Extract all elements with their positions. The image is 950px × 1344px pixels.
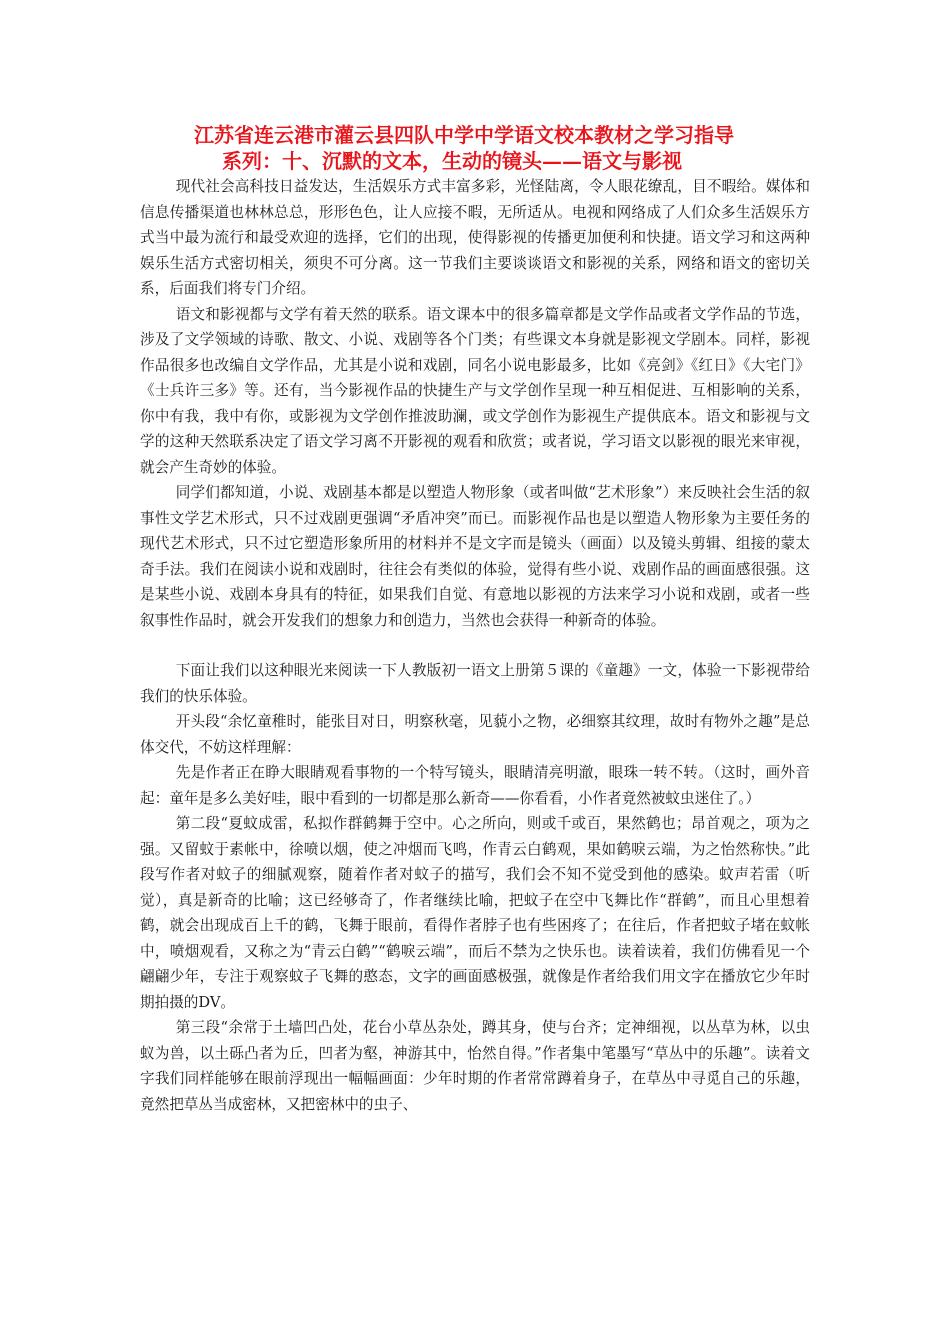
paragraph-opening-section: 开头段“余忆童稚时，能张目对日，明察秋毫，见藐小之物，必细察其纹理，故时有物外之趣”是总体交代，不妨这样理解：	[140, 713, 810, 756]
paragraph-tongqu-intro: 下面让我们以这种眼光来阅读一下人教版初一语文上册第５课的《童趣》一文，体验一下影视带给我们的快乐体验。	[140, 662, 810, 705]
document-body	[140, 174, 810, 1117]
paragraph-third-section: 第三段“余常于土墙凹凸处，花台小草丛杂处，蹲其身，使与台齐；定神细视，以丛草为林，以虫蚁为兽，以土砾凸者为丘，凹者为壑，神游其中，怡然自得。”作者集中笔墨写“草丛中的乐趣”。读着文字我们同样能够在眼前浮现出一幅幅画面：少年时期的作者常常蹲着身子，在草丛中寻觅自己的乐趣，竟然把草丛当成密林，又把密林中的虫子、	[140, 1019, 810, 1113]
paragraph-literature-link: 语文和影视都与文学有着天然的联系。语文课本中的很多篇章都是文学作品或者文学作品的节选，涉及了文学领域的诗歌、散文、小说、戏剧等各个门类；有些课文本身就是影视文学剧本。同样，影视作品很多也改编自文学作品，尤其是小说和戏剧，同名小说电影最多，比如《亮剑》《红日》《大宅门》《士兵许三多》等。还有，当今影视作品的快捷生产与文学创作呈现一种互相促进、互相影响的关系，你中有我，我中有你，或影视为文学创作推波助澜，或文学创作为影视生产提供底本。语文和影视与文学的这种天然联系决定了语文学习离不开影视的观看和欣赏；或者说，学习语文以影视的眼光来审视，就会产生奇妙的体验。	[140, 305, 810, 476]
title-line-2: 系列：十、沉默的文本，生动的镜头——语文与影视	[222, 149, 682, 173]
paragraph-closeup-shot: 先是作者正在睁大眼睛观看事物的一个特写镜头，眼睛清亮明澈，眼珠一转不转。（这时，画外音起：童年是多么美好哇，眼中看到的一切都是那么新奇——你看看，小作者竟然被蚊虫迷住了。）	[140, 764, 810, 807]
paragraph-second-section: 第二段“夏蚊成雷，私拟作群鹤舞于空中。心之所向，则或千或百，果然鹤也；昂首观之，项为之强。又留蚊于素帐中，徐喷以烟，使之冲烟而飞鸣，作青云白鹤观，果如鹤唳云端，为之怡然称快。”此段写作者对蚊子的细腻观察，随着作者对蚊子的描写，我们会不知不觉受到他的感染。蚊声若雷（听觉），真是新奇的比喻；这已经够奇了，作者继续比喻，把蚊子在空中飞舞比作“群鹤”，而且心里想着鹤，就会出现成百上千的鹤，飞舞于眼前，看得作者脖子也有些困疼了；在往后，作者把蚊子堵在蚊帐中，喷烟观看，又称之为“青云白鹤”“鹤唳云端”，而后不禁为之快乐也。读着读着，我们仿佛看见一个翩翩少年，专注于观察蚊子飞舞的憨态，文字的画面感极强，就像是作者给我们用文字在播放它少年时期拍摄的DV。	[140, 815, 810, 1011]
document-title	[150, 122, 810, 174]
paragraph-narrative-art: 同学们都知道，小说、戏剧基本都是以塑造人物形象（或者叫做“艺术形象”）来反映社会生活的叙事性文学艺术形式，只不过戏剧更强调“矛盾冲突”而已。而影视作品也是以塑造人物形象为主要任务的现代艺术形式，只不过它塑造形象所用的材料并不是文字而是镜头（画面）以及镜头剪辑、组接的蒙太奇手法。我们在阅读小说和戏剧时，往往会有类似的体验，觉得有些小说、戏剧作品的画面感很强。这是某些小说、戏剧本身具有的特征，如果我们自觉、有意地以影视的方法来学习小说和戏剧，或者一些叙事性作品时，就会开发我们的想象力和创造力，当然也会获得一种新奇的体验。	[140, 484, 810, 629]
paragraph-intro: 现代社会高科技日益发达，生活娱乐方式丰富多彩，光怪陆离，令人眼花缭乱，目不暇给。媒体和信息传播渠道也林林总总，形形色色，让人应接不暇，无所适从。电视和网络成了人们众多生活娱乐方式当中最为流行和最受欢迎的选择，它们的出现，使得影视的传播更加便利和快捷。语文学习和这两种娱乐生活方式密切相关，须臾不可分离。这一节我们主要谈谈语文和影视的关系，网络和语文的密切关系，后面我们将专门介绍。	[140, 178, 810, 297]
title-line-1: 江苏省连云港市灌云县四队中学中学语文校本教材之学习指导	[194, 123, 734, 147]
